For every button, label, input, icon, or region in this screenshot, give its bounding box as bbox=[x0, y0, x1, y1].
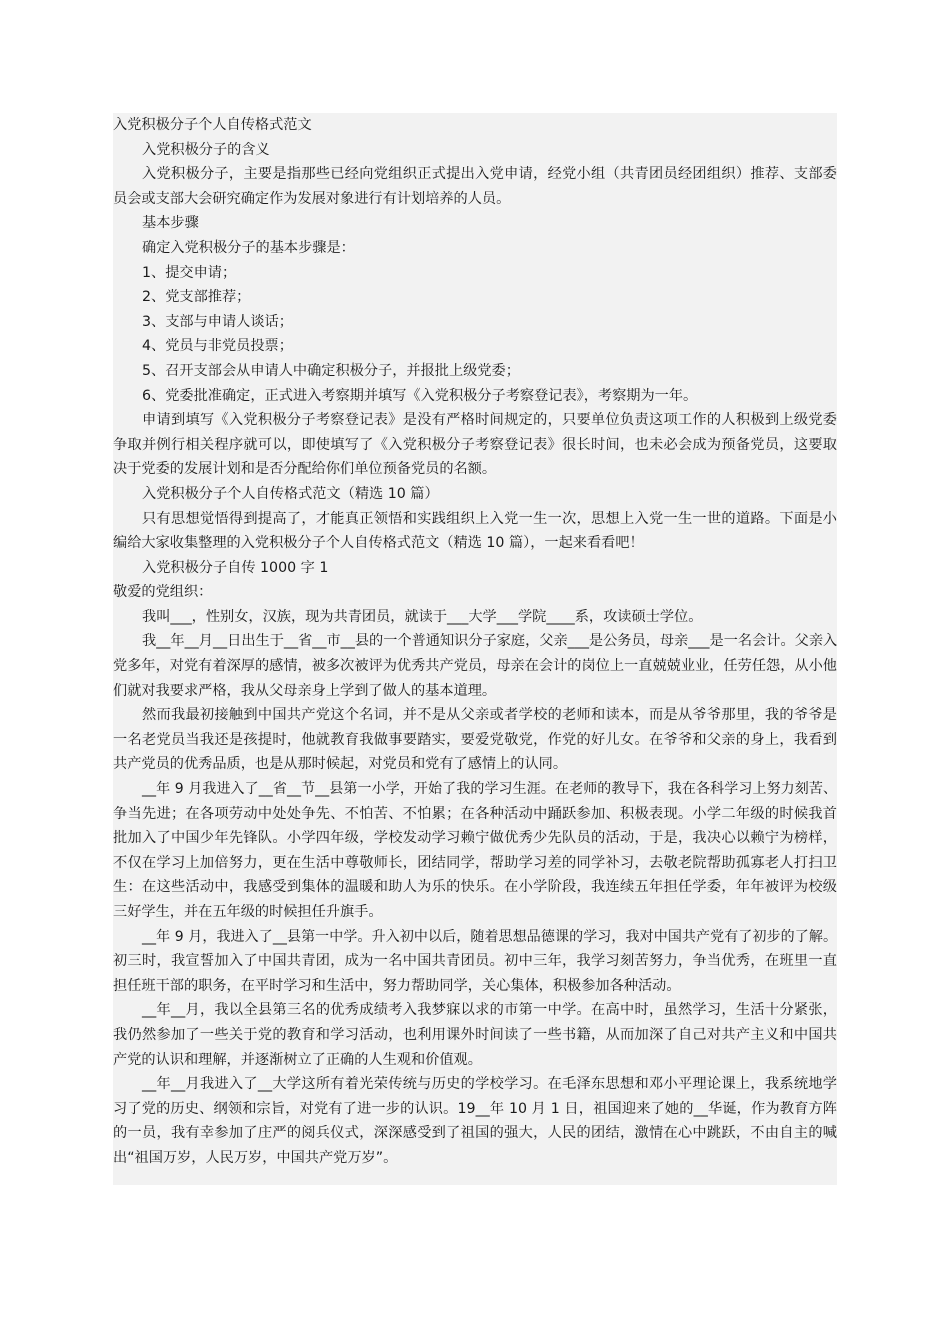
document-title: 入党积极分子个人自传格式范文 bbox=[113, 117, 312, 133]
salutation: 敬爱的党组织： bbox=[113, 584, 213, 601]
list-item: 2、党支部推荐； bbox=[142, 289, 251, 306]
list-item: 3、支部与申请人谈话； bbox=[142, 313, 293, 330]
paragraph-line: 习了党的历史、纲领和宗旨，对党有了进一步的认识。19__年 10 月 1 日，祖国迎来了她的__华诞，作为教育方阵 bbox=[113, 1100, 837, 1117]
paragraph-line: 我__年__月__日出生于__省__市__县的一个普通知识分子家庭，父亲___是公务员，母亲___是一名会计。父亲入 bbox=[142, 633, 837, 650]
list-item: 6、党委批准确定，正式进入考察期并填写《入党积极分子考察登记表》，考察期为一年。 bbox=[142, 387, 698, 404]
paragraph-line: __年__月我进入了__大学这所有着光荣传统与历史的学校学习。在毛泽东思想和邓小平理论课上，我系统地学 bbox=[142, 1076, 837, 1093]
paragraph-line: 出“祖国万岁，人民万岁，中国共产党万岁”。 bbox=[113, 1149, 398, 1166]
paragraph-line: 们就对我要求严格，我从父母亲身上学到了做人的基本道理。 bbox=[113, 682, 497, 699]
paragraph-line: 入党积极分子，主要是指那些已经向党组织正式提出入党申请，经党小组（共青团员经团组织）推荐、支部委 bbox=[142, 166, 837, 183]
paragraph-line: 共产党员的优秀品质，也是从那时候起，对党员和党有了感情上的认同。 bbox=[113, 756, 568, 773]
paragraph-line: 申请到填写《入党积极分子考察登记表》是没有严格时间规定的，只要单位负责这项工作的人积极到上级党委 bbox=[142, 412, 837, 429]
paragraph-line: 生：在这些活动中，我感受到集体的温暖和助人为乐的快乐。在小学阶段，我连续五年担任学委，年年被评为校级 bbox=[113, 879, 837, 896]
paragraph-line: __年__月，我以全县第三名的优秀成绩考入我梦寐以求的市第一中学。在高中时，虽然学习，生活十分紧张， bbox=[142, 1002, 837, 1019]
list-item: 5、召开支部会从申请人中确定积极分子，并报批上级党委； bbox=[142, 362, 520, 379]
paragraph-line: 初三时，我宣誓加入了中国共青团，成为一名中国共青团员。初中三年，我学习刻苦努力，争当优秀，在班里一直 bbox=[113, 953, 837, 970]
paragraph-line: 担任班干部的职务，在平时学习和生活中，努力帮助同学，关心集体，积极参加各种活动。 bbox=[113, 977, 681, 994]
paragraph-line: 我仍然参加了一些关于党的教育和学习活动，也利用课外时间读了一些书籍，从而加深了自己对共产主义和中国共 bbox=[113, 1026, 837, 1043]
paragraph-line: 只有思想觉悟得到提高了，才能真正领悟和实践组织上入党一生一次，思想上入党一生一世的道路。下面是小 bbox=[142, 510, 837, 527]
paragraph-line: 确定入党积极分子的基本步骤是： bbox=[142, 239, 355, 256]
section-heading: 入党积极分子自传 1000 字 1 bbox=[142, 559, 329, 576]
paragraph-line: 争当先进；在各项劳动中处处争先、不怕苦、不怕累；在各种活动中踊跃参加、积极表现。小学二年级的时候我首 bbox=[113, 805, 837, 822]
section-heading: 入党积极分子个人自传格式范文（精选 10 篇） bbox=[142, 485, 439, 502]
paragraph-line: 党多年，对党有着深厚的感情，被多次被评为优秀共产党员，母亲在会计的岗位上一直兢兢业业，任劳任怨，从小他 bbox=[113, 658, 837, 675]
paragraph-line: 决于党委的发展计划和是否分配给你们单位预备党员的名额。 bbox=[113, 461, 497, 478]
document-page bbox=[113, 113, 837, 1185]
list-item: 4、党员与非党员投票； bbox=[142, 338, 293, 355]
paragraph-line: 不仅在学习上加倍努力，更在生活中尊敬师长，团结同学，帮助学习差的同学补习，去敬老院帮助孤寡老人打扫卫 bbox=[113, 854, 837, 871]
paragraph-line: 编给大家收集整理的入党积极分子个人自传格式范文（精选 10 篇），一起来看看吧！ bbox=[113, 535, 644, 552]
paragraph-line: 一名老党员当我还是孩提时，他就教育我做事要踏实，要爱党敬党，作党的好儿女。在爷爷和父亲的身上，我看到 bbox=[113, 731, 837, 748]
paragraph-line: 的一员，我有幸参加了庄严的阅兵仪式，深深感受到了祖国的强大，人民的团结，激情在心中跳跃，不由自主的喊 bbox=[113, 1125, 837, 1142]
paragraph-line: 批加入了中国少年先锋队。小学四年级，学校发动学习赖宁做优秀少先队员的活动，于是，我决心以赖宁为榜样， bbox=[113, 830, 837, 847]
paragraph-line: 然而我最初接触到中国共产党这个名词，并不是从父亲或者学校的老师和读本，而是从爷爷那里，我的爷爷是 bbox=[142, 707, 837, 724]
paragraph-line: 三好学生，并在五年级的时候担任升旗手。 bbox=[113, 904, 383, 920]
paragraph-line: __年 9 月我进入了__省__节__县第一小学，开始了我的学习生涯。在老师的教导下，我在各科学习上努力刻苦、 bbox=[142, 781, 837, 798]
paragraph-line: 员会或支部大会研究确定作为发展对象进行有计划培养的人员。 bbox=[113, 190, 511, 207]
paragraph-line: 我叫___，性别女，汉族，现为共青团员，就读于___大学___学院____系，攻读硕士学位。 bbox=[142, 608, 703, 625]
paragraph-line: 基本步骤 bbox=[142, 215, 199, 232]
list-item: 1、提交申请； bbox=[142, 264, 237, 281]
paragraph-line: 产党的认识和理解，并逐渐树立了正确的人生观和价值观。 bbox=[113, 1051, 482, 1068]
paragraph-line: 入党积极分子的含义 bbox=[142, 141, 270, 158]
paragraph-line: 争取并例行相关程序就可以，即使填写了《入党积极分子考察登记表》很长时间，也未必会成为预备党员，这要取 bbox=[113, 436, 837, 453]
paragraph-line: __年 9 月，我进入了__县第一中学。升入初中以后，随着思想品德课的学习，我对中国共产党有了初步的了解。 bbox=[142, 928, 837, 945]
